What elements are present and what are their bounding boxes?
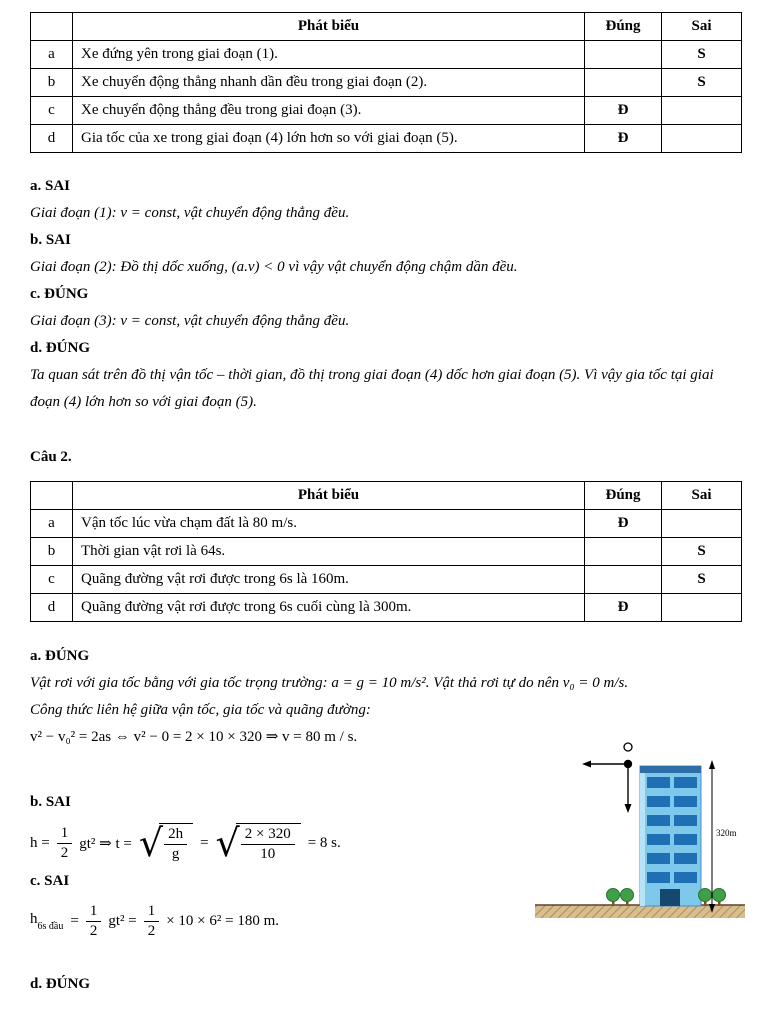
- cau2-table: [30, 481, 742, 622]
- cau1-header-sai: Sai: [662, 13, 742, 41]
- fraction-denominator: 2: [60, 844, 69, 861]
- row-statement: Gia tốc của xe trong giai đoạn (4) lớn hơn so với giai đoạn (5).: [73, 125, 585, 153]
- formula-term: =: [200, 834, 209, 851]
- answer-verdict: c. ĐÚNG: [30, 286, 89, 302]
- fraction-denominator: 10: [260, 846, 276, 862]
- table-row: [31, 97, 742, 125]
- fraction: [86, 903, 102, 940]
- row-label: c: [31, 566, 73, 594]
- release-point-circle: [624, 743, 632, 751]
- row-dung-mark: [585, 538, 662, 566]
- row-statement: Xe đứng yên trong giai đoạn (1).: [73, 41, 585, 69]
- height-label: 320m: [716, 828, 737, 838]
- row-sai-mark: S: [662, 566, 742, 594]
- answer-explanation: Giai đoạn (1): v = const, vật chuyển động thẳng đều.: [30, 205, 350, 221]
- answer-verdict: b. SAI: [30, 794, 71, 810]
- tree: [713, 889, 726, 907]
- row-sai-mark: S: [662, 538, 742, 566]
- fraction-denominator: g: [171, 846, 180, 862]
- fraction-numerator: 2 × 320: [241, 826, 295, 845]
- tree: [607, 889, 620, 907]
- table-row: [31, 538, 742, 566]
- row-statement: Quãng đường vật rơi được trong 6s cuối cùng là 300m.: [73, 594, 585, 622]
- cau2-header-statement: Phát biểu: [73, 482, 585, 510]
- row-sai-mark: S: [662, 41, 742, 69]
- cau1-table: [30, 12, 742, 153]
- subscript: 6s đầu: [37, 920, 64, 932]
- cau2-header-blank-cell: [31, 482, 73, 510]
- square-root: [138, 820, 193, 865]
- row-sai-mark: [662, 125, 742, 153]
- horizontal-arrow-head: [582, 761, 591, 768]
- fraction: [241, 826, 295, 863]
- table-row: [31, 41, 742, 69]
- row-label: a: [31, 510, 73, 538]
- cau2-table-header-row: [31, 482, 742, 510]
- cau2-header-dung: Đúng: [585, 482, 662, 510]
- table-row: [31, 125, 742, 153]
- row-sai-mark: [662, 97, 742, 125]
- answer-explanation: Vật rơi với gia tốc bằng với gia tốc trọng trường: a = g = 10 m/s². Vật thả rơi tự do nên v₀ = 0 m/s.: [30, 675, 629, 691]
- fraction-denominator: 2: [147, 922, 156, 939]
- answer-verdict: c. SAI: [30, 873, 70, 889]
- building-figure: [533, 739, 748, 921]
- formula-term: h =: [30, 834, 50, 851]
- tree: [621, 889, 634, 907]
- dimension-arrow-up: [709, 760, 715, 769]
- drop-point: [582, 743, 632, 813]
- row-statement: Xe chuyển động thẳng đều trong giai đoạn (3).: [73, 97, 585, 125]
- cau2-header-sai: Sai: [662, 482, 742, 510]
- table-row: [31, 510, 742, 538]
- symbol-with-subscript: [30, 911, 63, 932]
- formula-term: h: [30, 910, 38, 927]
- radical-sign: √: [138, 820, 164, 865]
- formula-term: × 10 × 6² = 180 m.: [166, 912, 279, 929]
- row-dung-mark: Đ: [585, 125, 662, 153]
- cau1-header-statement: Phát biểu: [73, 13, 585, 41]
- cau1-header-blank-cell: [31, 13, 73, 41]
- fraction-numerator: 1: [144, 903, 160, 922]
- formula-term: = 8 s.: [307, 834, 341, 851]
- fraction: [164, 826, 187, 863]
- cau2-heading: Câu 2.: [30, 449, 72, 465]
- row-label: d: [31, 125, 73, 153]
- row-statement: Thời gian vật rơi là 64s.: [73, 538, 585, 566]
- table-row: [31, 566, 742, 594]
- table-row: [31, 69, 742, 97]
- table-row: [31, 594, 742, 622]
- formula-term: gt² =: [108, 912, 137, 929]
- row-dung-mark: [585, 69, 662, 97]
- fraction-numerator: 1: [86, 903, 102, 922]
- row-dung-mark: Đ: [585, 510, 662, 538]
- row-label: a: [31, 41, 73, 69]
- row-statement: Quãng đường vật rơi được trong 6s là 160m.: [73, 566, 585, 594]
- answer-explanation: Giai đoạn (2): Đồ thị dốc xuống, (a.v) < 0 vì vậy vật chuyển động chậm dần đều.: [30, 259, 518, 275]
- cau1-answers: [30, 173, 742, 416]
- fraction: [144, 903, 160, 940]
- row-label: b: [31, 538, 73, 566]
- fraction-denominator: 2: [89, 922, 98, 939]
- answer-explanation: Công thức liên hệ giữa vận tốc, gia tốc và quãng đường:: [30, 702, 371, 718]
- row-statement: Vận tốc lúc vừa chạm đất là 80 m/s.: [73, 510, 585, 538]
- fraction: [57, 825, 73, 862]
- answer-explanation: Giai đoạn (3): v = const, vật chuyển động thẳng đều.: [30, 313, 350, 329]
- answer-verdict: d. ĐÚNG: [30, 976, 91, 992]
- answer-verdict: a. SAI: [30, 178, 71, 194]
- answer-verdict: b. SAI: [30, 232, 71, 248]
- row-dung-mark: [585, 41, 662, 69]
- fraction-numerator: 1: [57, 825, 73, 844]
- row-dung-mark: Đ: [585, 594, 662, 622]
- fraction-numerator: 2h: [164, 826, 187, 845]
- cau1-header-dung: Đúng: [585, 13, 662, 41]
- row-dung-mark: [585, 566, 662, 594]
- answer-verdict: a. ĐÚNG: [30, 648, 90, 664]
- answer-verdict: d. ĐÚNG: [30, 340, 91, 356]
- row-label: b: [31, 69, 73, 97]
- row-sai-mark: S: [662, 69, 742, 97]
- row-label: d: [31, 594, 73, 622]
- formula-a: v² − v₀² = 2as ⇔ v² − 0 = 2 × 10 × 320 ⇒ v = 80 m / s.: [30, 729, 358, 745]
- row-sai-mark: [662, 594, 742, 622]
- row-sai-mark: [662, 510, 742, 538]
- formula-term: gt² ⇒ t =: [79, 835, 132, 852]
- cau1-table-header-row: [31, 13, 742, 41]
- velocity-arrow-head: [625, 804, 632, 813]
- answer-explanation: Ta quan sát trên đồ thị vận tốc – thời gian, đồ thị trong giai đoạn (4) dốc hơn giai đoạn (5). Vì vậy gia tốc tại giai đoạn (4) lớn hơn so với giai đoạn (5).: [30, 367, 714, 410]
- row-statement: Xe chuyển động thẳng nhanh dần đều trong giai đoạn (2).: [73, 69, 585, 97]
- row-dung-mark: Đ: [585, 97, 662, 125]
- radical-sign: √: [215, 820, 240, 865]
- building-entrance: [660, 889, 680, 906]
- square-root: [215, 820, 301, 865]
- building: [640, 766, 701, 906]
- formula-term: =: [70, 912, 79, 929]
- row-label: c: [31, 97, 73, 125]
